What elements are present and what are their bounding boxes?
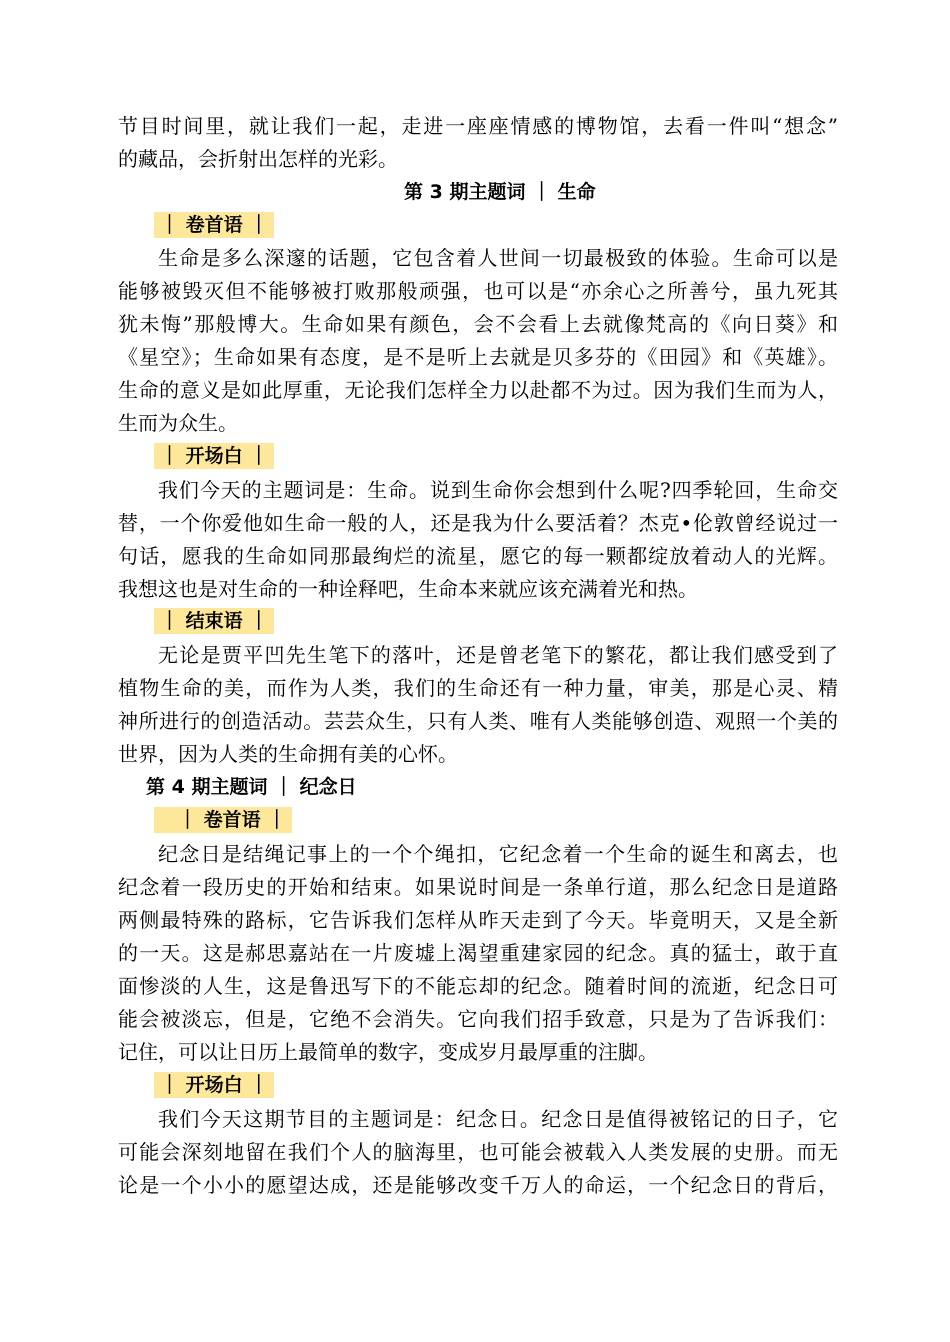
- paragraph-line: 无论是贾平凹先生笔下的落叶，还是曾老笔下的繁花，都让我们感受到了: [158, 643, 838, 667]
- paragraph-line: 论是一个小小的愿望达成，还是能够改变千万人的命运，一个纪念日的背后，: [118, 1173, 838, 1197]
- paragraph-line: 句话，愿我的生命如同那最绚烂的流星，愿它的每一颗都绽放着动人的光辉。: [118, 544, 838, 568]
- paragraph-line: 我们今天的主题词是：生命。说到生命你会想到什么呢?四季轮回，生命交: [158, 478, 838, 502]
- issue3-preface-label: ｜ 卷首语 ｜: [154, 212, 274, 238]
- paragraph-line: 生命的意义是如此厚重，无论我们怎样全力以赴都不为过。因为我们生而为人，: [118, 378, 838, 402]
- issue4-title: 第 4 期主题词 ｜ 纪念日: [146, 776, 357, 798]
- paragraph-line: 能会被淡忘，但是，它绝不会消失。它向我们招手致意，只是为了告诉我们：: [118, 1007, 838, 1031]
- paragraph-line: 替，一个你爱他如生命一般的人，还是我为什么要活着？杰克•伦敦曾经说过一: [118, 511, 838, 535]
- paragraph-line: 两侧最特殊的路标，它告诉我们怎样从昨天走到了今天。毕竟明天，又是全新: [118, 908, 838, 932]
- paragraph-line: 神所进行的创造活动。芸芸众生，只有人类、唯有人类能够创造、观照一个美的: [118, 709, 838, 733]
- paragraph-line: 《星空》；生命如果有态度，是不是听上去就是贝多芬的《田园》和《英雄》。: [118, 345, 838, 369]
- paragraph-line: 植物生命的美，而作为人类，我们的生命还有一种力量，审美，那是心灵、精: [118, 676, 838, 700]
- paragraph-line: 世界，因为人类的生命拥有美的心怀。: [118, 742, 458, 766]
- paragraph-line: 我们今天这期节目的主题词是：纪念日。纪念日是值得被铭记的日子，它: [158, 1107, 838, 1131]
- intro-line: 的藏品，会折射出怎样的光彩。: [118, 147, 398, 171]
- issue3-opening-label: ｜ 开场白 ｜: [154, 443, 274, 469]
- paragraph-line: 的一天。这是郝思嘉站在一片废墟上渴望重建家园的纪念。真的猛士，敢于直: [118, 941, 838, 965]
- issue3-closing-label: ｜ 结束语 ｜: [154, 608, 274, 634]
- paragraph-line: 面惨淡的人生，这是鲁迅写下的不能忘却的纪念。随着时间的流逝，纪念日可: [118, 974, 838, 998]
- paragraph-line: 能够被毁灭但不能够被打败那般顽强，也可以是“亦余心之所善兮，虽九死其: [118, 279, 838, 303]
- issue3-title: 第 3 期主题词 ｜ 生命: [404, 181, 596, 203]
- issue4-opening-label: ｜ 开场白 ｜: [154, 1072, 274, 1098]
- issue4-preface-label: ｜ 卷首语 ｜: [154, 807, 292, 833]
- paragraph-line: 记住，可以让日历上最简单的数字，变成岁月最厚重的注脚。: [118, 1040, 658, 1064]
- paragraph-line: 犹未悔”那般博大。生命如果有颜色，会不会看上去就像梵高的《向日葵》和: [118, 312, 838, 336]
- paragraph-line: 我想这也是对生命的一种诠释吧，生命本来就应该充满着光和热。: [118, 577, 698, 601]
- paragraph-line: 生而为众生。: [118, 411, 238, 435]
- intro-line: 节目时间里，就让我们一起，走进一座座情感的博物馆，去看一件叫“想念”: [118, 114, 838, 138]
- paragraph-line: 生命是多么深邃的话题，它包含着人世间一切最极致的体验。生命可以是: [158, 246, 838, 270]
- paragraph-line: 可能会深刻地留在我们个人的脑海里，也可能会被载入人类发展的史册。而无: [118, 1140, 838, 1164]
- paragraph-line: 纪念日是结绳记事上的一个个绳扣，它纪念着一个生命的诞生和离去，也: [158, 842, 838, 866]
- paragraph-line: 纪念着一段历史的开始和结束。如果说时间是一条单行道，那么纪念日是道路: [118, 875, 838, 899]
